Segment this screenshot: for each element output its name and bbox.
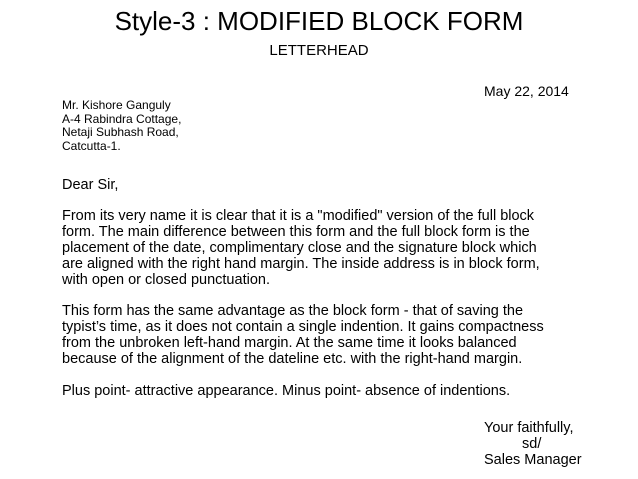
body-paragraph-2	[62, 303, 602, 367]
salutation: Dear Sir,	[62, 177, 119, 193]
paragraph-line: placement of the date, complimentary close and the signature block which	[62, 240, 537, 256]
signature: sd/	[522, 436, 542, 452]
body-paragraph-3	[62, 383, 602, 399]
paragraph-line: typist’s time, as it does not contain a single indention. It gains compactness	[62, 319, 544, 335]
letterhead-label: LETTERHEAD	[269, 42, 369, 59]
paragraph-line: are aligned with the right hand margin. The inside address is in block form,	[62, 256, 540, 272]
closing-block	[484, 420, 624, 468]
address-line-name: Mr. Kishore Ganguly	[62, 98, 171, 112]
paragraph-line: form. The main difference between this form and the full block form is the	[62, 224, 530, 240]
paragraph-line: This form has the same advantage as the block form - that of saving the	[62, 303, 524, 319]
paragraph-line: with open or closed punctuation.	[62, 272, 270, 288]
address-line-house: A-4 Rabindra Cottage,	[62, 111, 182, 126]
paragraph-line: from the unbroken left-hand margin. At the same time it looks balanced	[62, 335, 517, 351]
letter-date: May 22, 2014	[484, 83, 569, 99]
designation: Sales Manager	[484, 452, 582, 468]
slide-title: Style-3 : MODIFIED BLOCK FORM	[114, 6, 524, 36]
body-paragraph-1	[62, 208, 602, 288]
paragraph-line: Plus point- attractive appearance. Minus point- absence of indentions.	[62, 383, 511, 399]
address-line-road: Netaji Subhash Road,	[62, 125, 179, 139]
paragraph-line: From its very name it is clear that it is a "modified" version of the full block	[62, 208, 535, 224]
address-line-city: Catcutta-1.	[62, 138, 121, 153]
complimentary-close: Your faithfully,	[484, 420, 574, 436]
paragraph-line: because of the alignment of the dateline etc. with the right-hand margin.	[62, 351, 523, 367]
inside-address	[62, 99, 181, 153]
